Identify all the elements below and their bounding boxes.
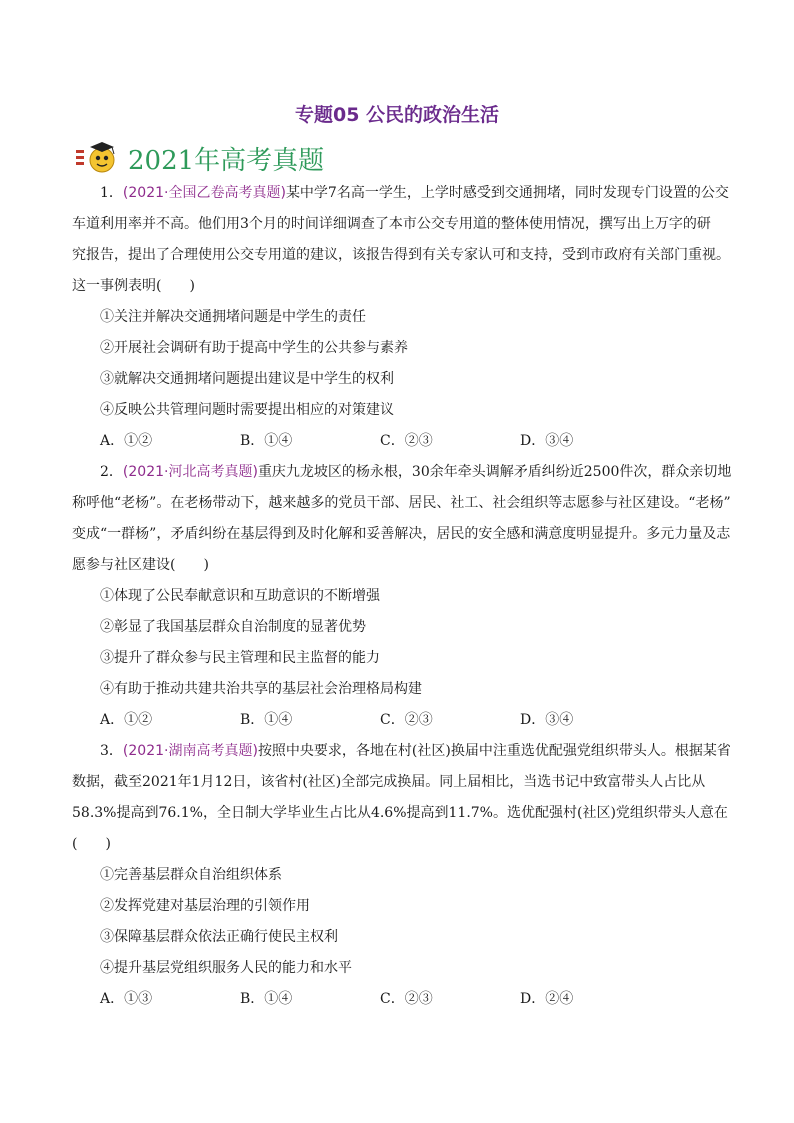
option-item: ④提升基层党组织服务人民的能力和水平 [100, 960, 352, 976]
question-2 [72, 457, 732, 736]
option-item: ③提升了群众参与民主管理和民主监督的能力 [100, 650, 380, 666]
stem-text: 58.3%提高到76.1%，全日制大学毕业生占比从4.6%提高到11.7%。选优配强村(社区)党组织带头人意在 [72, 805, 728, 821]
answer-choice-d[interactable]: D．③④ [520, 712, 574, 728]
answer-choice-c[interactable]: C．②③ [380, 991, 433, 1007]
option-item: ③保障基层群众依法正确行使民主权利 [100, 929, 338, 945]
question-list [72, 178, 732, 1015]
answer-choices [72, 984, 732, 1015]
answer-choice-d[interactable]: D．③④ [520, 433, 574, 449]
answer-choices [72, 426, 732, 457]
answer-choice-d[interactable]: D．②④ [520, 991, 574, 1007]
question-stem-line [72, 457, 732, 488]
answer-choice-b[interactable]: B．①④ [240, 991, 293, 1007]
answer-choice-c[interactable]: C．②③ [380, 712, 433, 728]
stem-text: 数据，截至2021年1月12日，该省村(社区)全部完成换届。同上届相比，当选书记中致富带头人占比从 [72, 774, 706, 790]
question-source: (2021·全国乙卷高考真题) [122, 185, 286, 201]
option-item: ②彰显了我国基层群众自治制度的显著优势 [100, 619, 366, 635]
answer-choice-a[interactable]: A．①② [100, 712, 153, 728]
stem-text: 究报告，提出了合理使用公交专用道的建议，该报告得到有关专家认可和支持，受到市政府有关部门重视。 [72, 247, 730, 263]
question-number: 2． [100, 464, 123, 480]
stem-text: 称呼他“老杨”。在老杨带动下，越来越多的党员干部、居民、社工、社会组织等志愿参与社区建设。“老杨” [72, 495, 731, 511]
stem-text: 这一事例表明( ) [72, 278, 195, 294]
mascot-logo-icon [74, 140, 120, 176]
question-stem-line [72, 736, 732, 767]
question-stem-line [72, 178, 732, 209]
section-header [74, 140, 324, 176]
option-item: ②发挥党建对基层治理的引领作用 [100, 898, 310, 914]
option-item: ④反映公共管理问题时需要提出相应的对策建议 [100, 402, 394, 418]
stem-text: 按照中央要求，各地在村(社区)换届中注重选优配强党组织带头人。根据某省 [257, 743, 731, 759]
stem-text: ( ) [72, 836, 111, 852]
stem-text: 某中学7名高一学生，上学时感受到交通拥堵，同时发现专门设置的公交 [285, 185, 729, 201]
option-item: ①完善基层群众自治组织体系 [100, 867, 282, 883]
option-item: ④有助于推动共建共治共享的基层社会治理格局构建 [100, 681, 422, 697]
option-item: ①关注并解决交通拥堵问题是中学生的责任 [100, 309, 366, 325]
question-3 [72, 736, 732, 1015]
stem-text: 愿参与社区建设( ) [72, 557, 209, 573]
answer-choices [72, 705, 732, 736]
page-title: 专题05 公民的政治生活 [294, 104, 500, 126]
stem-text: 重庆九龙坡区的杨永根，30余年牵头调解矛盾纠纷近2500件次，群众亲切地 [257, 464, 732, 480]
question-source: (2021·湖南高考真题) [122, 743, 258, 759]
option-item: ③就解决交通拥堵问题提出建议是中学生的权利 [100, 371, 394, 387]
question-1 [72, 178, 732, 457]
answer-choice-c[interactable]: C．②③ [380, 433, 433, 449]
stem-text: 变成“一群杨”，矛盾纠纷在基层得到及时化解和妥善解决，居民的安全感和满意度明显提升。多元力量及志 [72, 526, 731, 542]
question-number: 3． [100, 743, 123, 759]
answer-choice-b[interactable]: B．①④ [240, 433, 293, 449]
answer-choice-a[interactable]: A．①③ [100, 991, 153, 1007]
answer-choice-b[interactable]: B．①④ [240, 712, 293, 728]
stem-text: 车道利用率并不高。他们用3个月的时间详细调查了本市公交专用道的整体使用情况，撰写出上万字的研 [72, 216, 711, 232]
question-number: 1． [100, 185, 123, 201]
answer-choice-a[interactable]: A．①② [100, 433, 153, 449]
option-item: ①体现了公民奉献意识和互助意识的不断增强 [100, 588, 380, 604]
option-item: ②开展社会调研有助于提高中学生的公共参与素养 [100, 340, 408, 356]
question-source: (2021·河北高考真题) [122, 464, 258, 480]
section-title: 2021年高考真题 [128, 145, 325, 176]
